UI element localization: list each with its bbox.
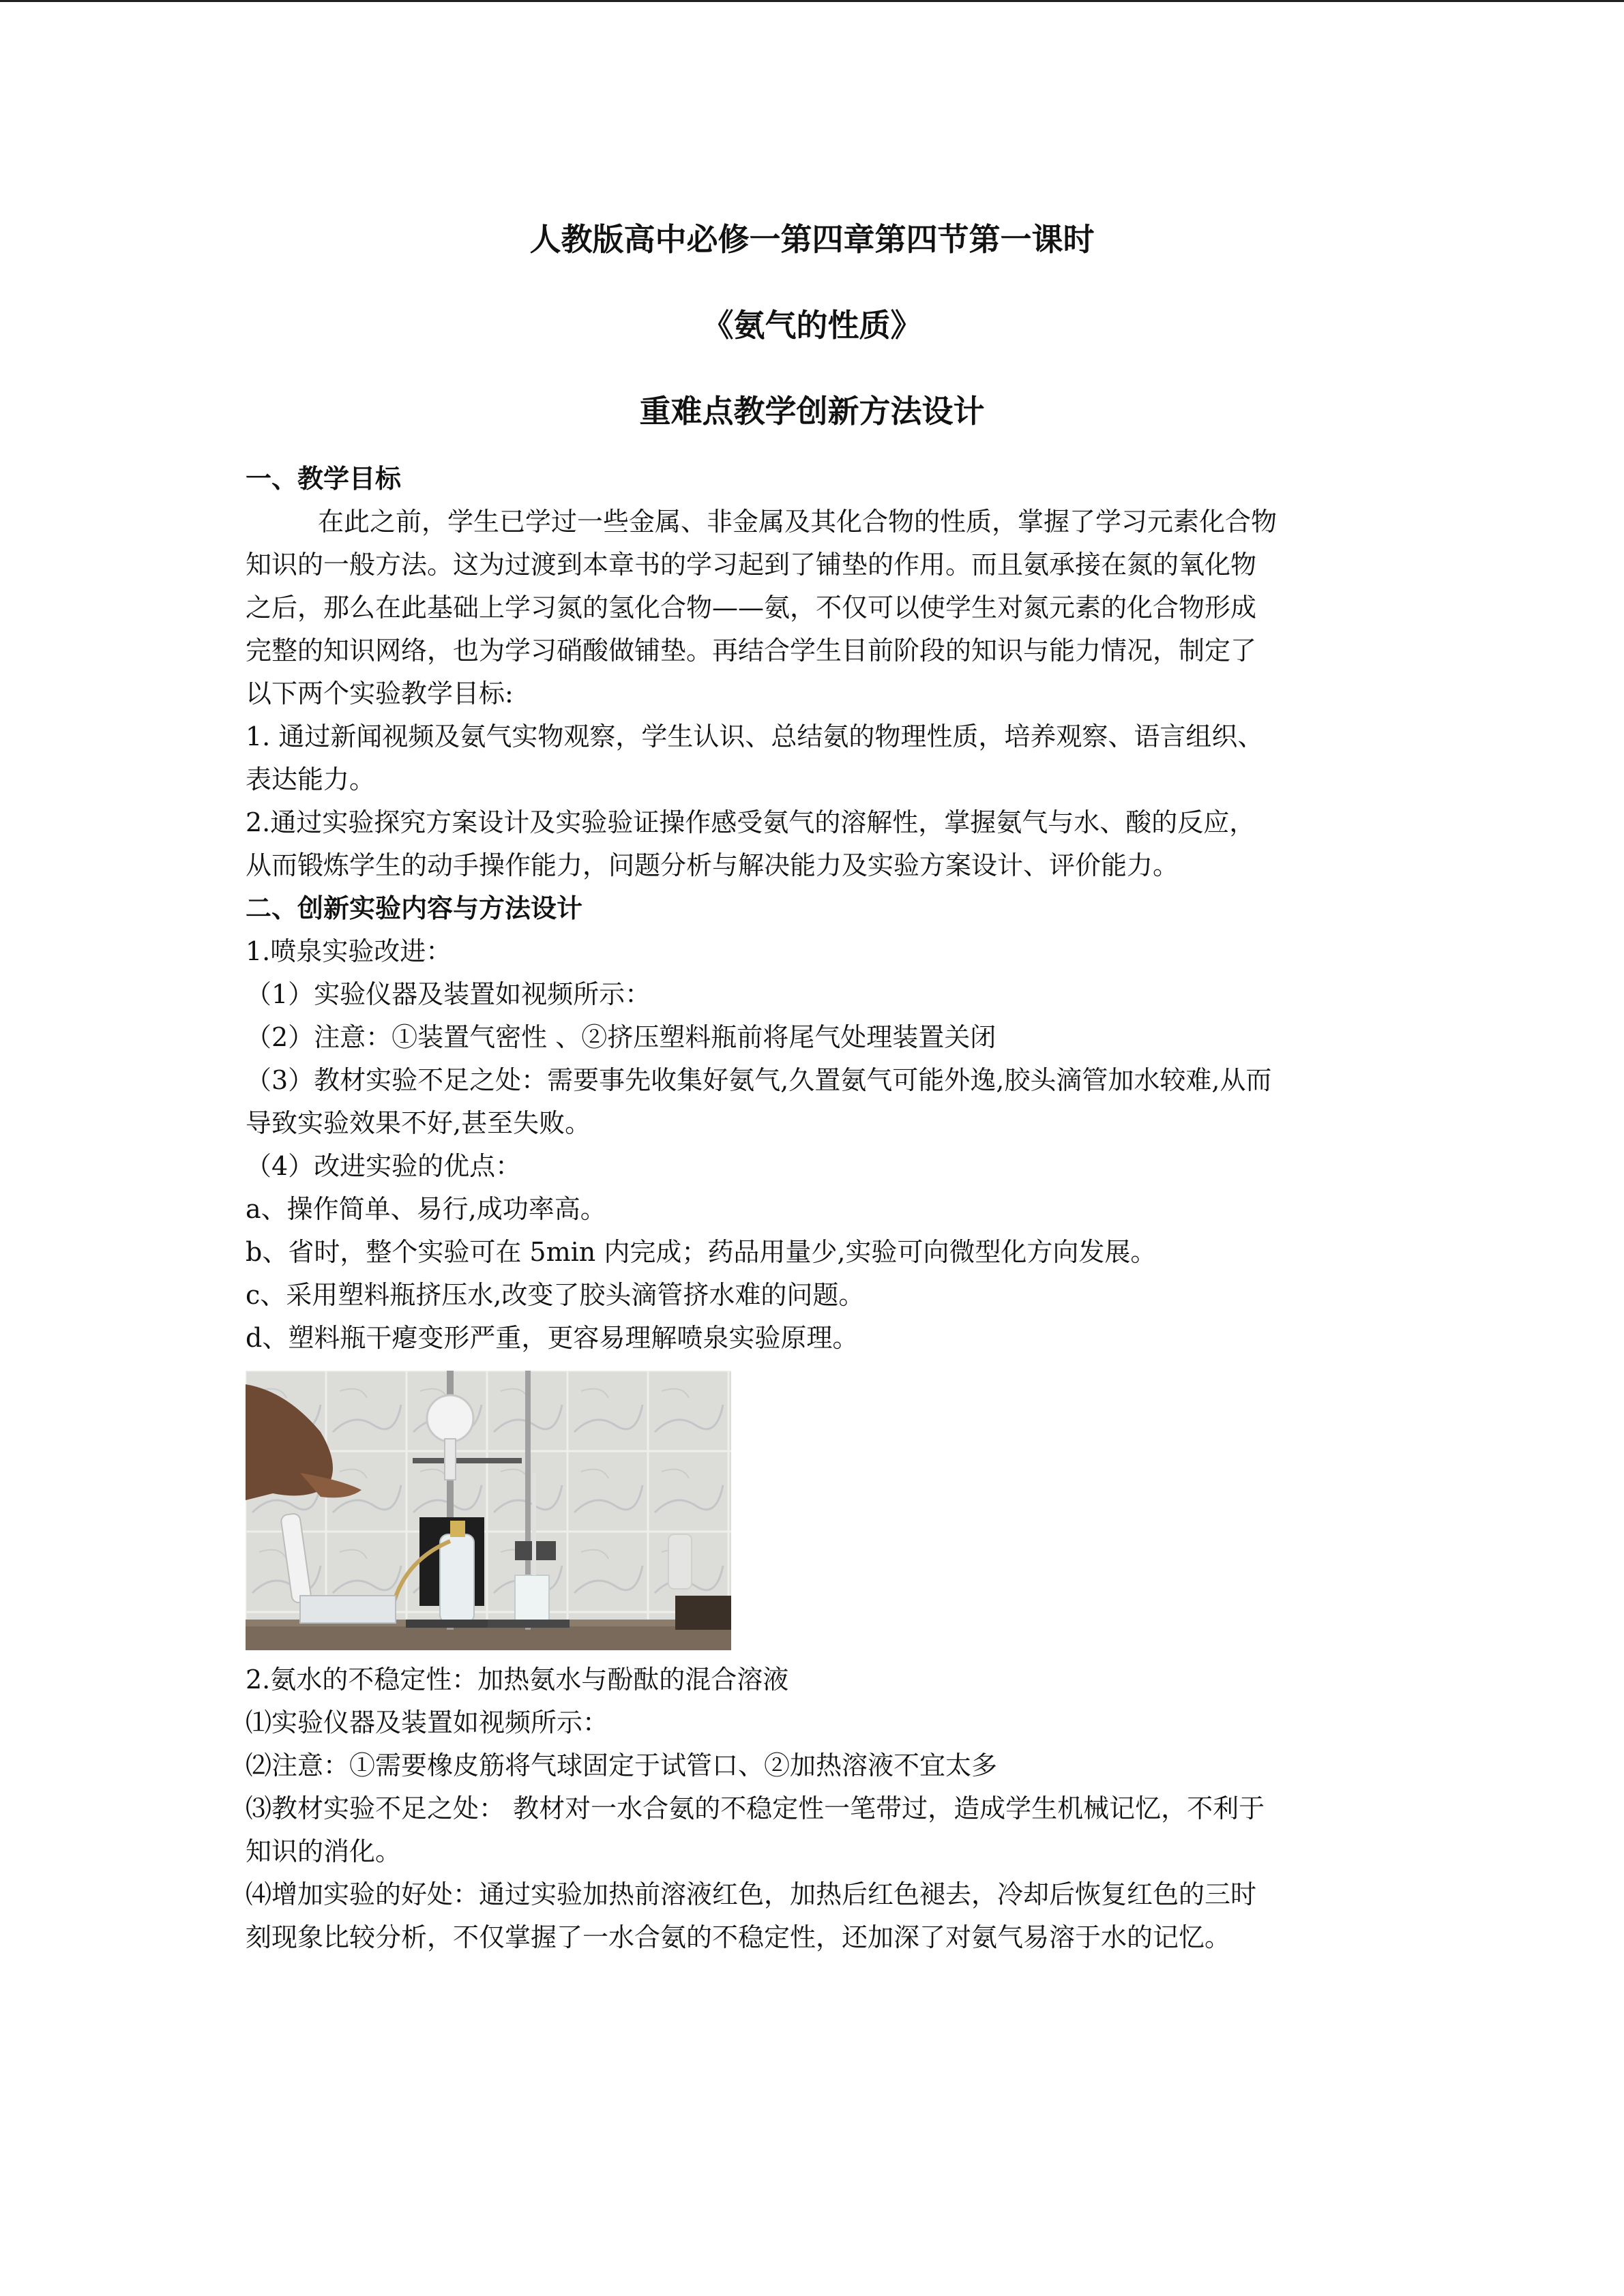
list-item: b、省时，整个实验可在 5min 内完成；药品用量少,实验可向微型化方向发展。 — [246, 1237, 1157, 1267]
list-item: ⑶教材实验不足之处： 教材对一水合氨的不稳定性一笔带过，造成学生机械记忆，不利于 — [246, 1793, 1265, 1823]
doc-title-line2: 《氨气的性质》 — [702, 307, 922, 344]
paragraph-line: 知识的一般方法。这为过渡到本章书的学习起到了铺垫的作用。而且氨承接在氮的氧化物 — [246, 550, 1257, 580]
list-item: d、塑料瓶干瘪变形严重，更容易理解喷泉实验原理。 — [246, 1323, 859, 1353]
list-item: （2）注意：①装置气密性 、②挤压塑料瓶前将尾气处理装置关闭 — [246, 1022, 996, 1052]
goal-1-line: 表达能力。 — [246, 764, 376, 794]
list-item: 刻现象比较分析，不仅掌握了一水合氨的不稳定性，还加深了对氨气易溶于水的记忆。 — [246, 1922, 1231, 1952]
doc-title-line3: 重难点教学创新方法设计 — [639, 393, 985, 430]
list-item: （3）教材实验不足之处：需要事先收集好氨气,久置氨气可能外逸,胶头滴管加水较难,从而 — [246, 1065, 1272, 1095]
list-item: ⑴实验仪器及装置如视频所示： — [246, 1708, 609, 1738]
list-item: c、采用塑料瓶挤压水,改变了胶头滴管挤水难的问题。 — [246, 1280, 865, 1310]
experiment-photo — [246, 1371, 731, 1650]
paragraph-line: 在此之前，学生已学过一些金属、非金属及其化合物的性质，掌握了学习元素化合物 — [318, 507, 1278, 537]
list-item: 导致实验效果不好,甚至失败。 — [246, 1108, 591, 1138]
goal-1-line: 1. 通过新闻视频及氨气实物观察，学生认识、总结氨的物理性质，培养观察、语言组织、 — [246, 721, 1264, 751]
document-body — [246, 458, 1391, 1959]
list-item: a、操作简单、易行,成功率高。 — [246, 1194, 606, 1224]
section1-heading: 一、教学目标 — [246, 464, 402, 494]
experiment-2-title: 2.氨水的不稳定性：加热氨水与酚酞的混合溶液 — [246, 1665, 789, 1695]
paragraph-line: 之后，那么在此基础上学习氮的氢化合物——氨，不仅可以使学生对氮元素的化合物形成 — [246, 593, 1257, 623]
list-item: （1）实验仪器及装置如视频所示： — [246, 979, 651, 1009]
list-item: ⑵注意：①需要橡皮筋将气球固定于试管口、②加热溶液不宜太多 — [246, 1750, 998, 1780]
doc-title-line1: 人教版高中必修一第四章第四节第一课时 — [529, 221, 1095, 258]
experiment-1-title: 1.喷泉实验改进： — [246, 936, 452, 966]
paragraph-line: 完整的知识网络，也为学习硝酸做铺垫。再结合学生目前阶段的知识与能力情况，制定了 — [246, 636, 1257, 666]
section2-heading: 二、创新实验内容与方法设计 — [246, 893, 583, 923]
list-item: （4）改进实验的优点： — [246, 1151, 522, 1181]
list-item: 知识的消化。 — [246, 1836, 402, 1866]
paragraph-line: 以下两个实验教学目标: — [246, 679, 514, 709]
goal-2-line: 2.通过实验探究方案设计及实验验证操作感受氨气的溶解性，掌握氨气与水、酸的反应， — [246, 807, 1256, 837]
goal-2-line: 从而锻炼学生的动手操作能力，问题分析与解决能力及实验方案设计、评价能力。 — [246, 850, 1179, 880]
list-item: ⑷增加实验的好处：通过实验加热前溶液红色，加热后红色褪去，冷却后恢复红色的三时 — [246, 1879, 1257, 1909]
